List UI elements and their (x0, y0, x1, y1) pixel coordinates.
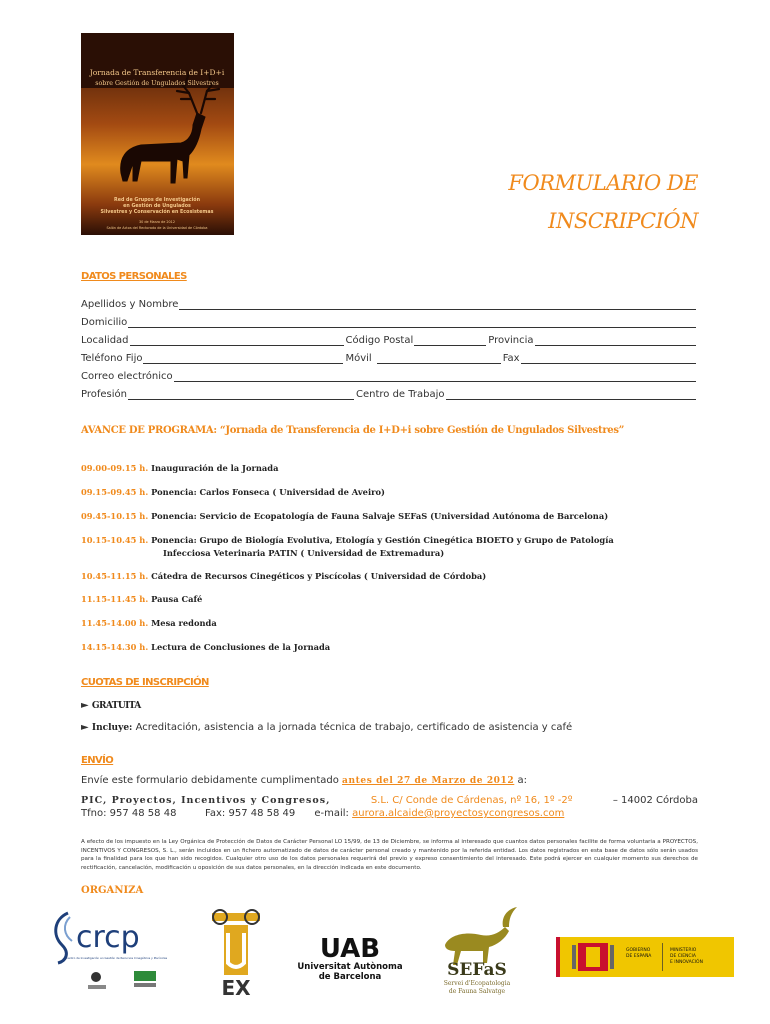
program-item (81, 462, 698, 475)
company-fax: Fax: 957 48 58 49 (205, 808, 296, 819)
send-address (81, 795, 698, 806)
fees-heading: CUOTAS DE INSCRIPCIÓN (81, 677, 209, 688)
gov-line1: GOBIERNO (626, 948, 651, 953)
localidad-label: Localidad (81, 335, 129, 346)
program-item (81, 617, 698, 630)
fee-includes-label: Incluye: (91, 723, 133, 733)
fax-field[interactable] (521, 351, 696, 364)
email-label: e-mail: (314, 808, 349, 819)
ministry-line2: DE CIENCIA (670, 954, 696, 959)
profesion-row (81, 383, 698, 400)
uab-logo-text: UAB (319, 934, 381, 964)
company-city: – 14002 Córdoba (612, 795, 698, 806)
sefas-logo-text: SEFaS (447, 960, 507, 980)
company-phone: Tfno: 957 48 58 48 (81, 808, 177, 819)
bullet-arrow-icon: ► (81, 700, 89, 711)
program-time: 09.00-09.15 h. (81, 463, 149, 473)
codigo-postal-label: Código Postal (345, 335, 414, 346)
program-item (81, 510, 698, 523)
gov-line2: DE ESPAÑA (626, 954, 652, 959)
centro-field[interactable] (446, 387, 697, 400)
program-time: 14.15-14.30 h. (81, 642, 149, 652)
email-link[interactable]: aurora.alcaide@proyectosycongresos.com (352, 808, 565, 819)
send-heading: ENVÍO (81, 755, 114, 766)
poster-date: 30 de Marzo de 2012 (139, 220, 175, 224)
send-text-after: a: (514, 775, 527, 786)
domicilio-label: Domicilio (81, 317, 128, 328)
apellidos-row (81, 293, 698, 310)
provincia-label: Provincia (488, 335, 534, 346)
legal-notice: A efecto de los impuesto en la Ley Orgánica de Protección de Datos de Carácter Personal LO 15/99, de 13 de Diciembre, se informa al interesado que cuantos datos personales facilite de forma voluntaria a PROYECTOS, INCENTIVOS Y CONGRESOS, S. L., serán incluidos en un fichero automatizado de datos de carácter personal creado y mantenido por la referida entidad. Los datos registrados en esta base de datos sólo serán usados para la finalidad para los que han sido recogidos. Cualquier otro uso de los datos personales requerirá del previo y expreso consentimiento del interesado. Este podrá ejercer en cualquier momento sus derechos de rectificación, cancelación, modificación u oposición de sus datos personales, en la dirección indicada en este documento. (81, 839, 698, 871)
program-text: Ponencia: Servicio de Ecopatología de Fauna Salvaje SEFaS (Universidad Autónoma de Barcelona) (151, 511, 609, 521)
sefas-logo-line2: de Fauna Salvatge (448, 988, 506, 995)
bullet-arrow-icon: ► (81, 722, 89, 733)
program-text: Cátedra de Recursos Cinegéticos y Piscícolas ( Universidad de Córdoba) (151, 571, 487, 581)
telefono-row (81, 347, 698, 364)
form-title-line1: FORMULARIO DE (508, 171, 698, 195)
poster-red-line2: en Gestión de Ungulados (123, 204, 191, 209)
send-contact (81, 808, 564, 819)
fee-free-label: GRATUITA (91, 701, 141, 711)
ministry-line1: MINISTERIO (670, 948, 697, 953)
program-time: 11.45-14.00 h. (81, 618, 149, 628)
program-time: 11.15-11.45 h. (81, 594, 149, 604)
program-text: Pausa Café (151, 594, 203, 604)
crcp-logo-subtitle: Centro de Investigación en Gestión de Recursos Cinegéticos y Piscícolas (66, 956, 168, 960)
profesion-label: Profesión (81, 389, 127, 400)
provincia-field[interactable] (535, 333, 696, 346)
domicilio-field[interactable] (128, 315, 696, 328)
fax-label: Fax (502, 353, 520, 364)
domicilio-row (81, 311, 698, 328)
organizers-heading: ORGANIZA (81, 885, 144, 896)
program-item (81, 486, 698, 499)
coat-of-arms-icon (572, 943, 614, 971)
uab-logo-line1: Universitat Autònoma (297, 962, 403, 972)
form-title (380, 164, 698, 240)
send-text-before: Envíe este formulario debidamente cumplimentado (81, 775, 343, 786)
program-item (81, 534, 698, 560)
correo-field[interactable] (174, 369, 696, 382)
sefas-logo (425, 905, 530, 997)
crcp-logo (48, 905, 183, 997)
fee-includes-row (81, 722, 572, 733)
program-item (81, 570, 698, 583)
uab-logo-line2: de Barcelona (318, 972, 382, 982)
correo-label: Correo electrónico (81, 371, 173, 382)
localidad-field[interactable] (130, 333, 344, 346)
ibex-icon (445, 907, 517, 965)
fee-free-row (81, 700, 141, 711)
ministry-line3: E INNOVACIÓN (670, 960, 703, 965)
company-street: S.L. C/ Conde de Cárdenas, nº 16, 1º -2º (370, 795, 573, 806)
regional-government-icon (134, 971, 156, 987)
poster-title-line2: sobre Gestión de Ungulados Silvestres (95, 80, 219, 87)
program-text: Lectura de Conclusiones de la Jornada (151, 642, 331, 652)
program-time: 10.15-10.45 h. (81, 535, 149, 545)
company-name: PIC, Proyectos, Incentivos y Congresos, (81, 795, 331, 806)
program-text: Inauguración de la Jornada (151, 463, 279, 473)
poster-place: Salón de Actos del Rectorado de la Universidad de Córdoba (106, 226, 208, 230)
program-time: 10.45-11.15 h. (81, 571, 149, 581)
apellidos-label: Apellidos y Nombre (81, 299, 179, 310)
uex-logo-text: EX (221, 976, 251, 997)
sefas-logo-line1: Servei d'Ecopatologia (443, 980, 511, 987)
program-time: 09.45-10.15 h. (81, 511, 149, 521)
program-item (81, 593, 698, 606)
poster-red-line3: Silvestres y Conservación en Ecosistemas (100, 210, 214, 215)
poster-title-line1: Jornada de Transferencia de I+D+i (89, 68, 225, 77)
localidad-row (81, 329, 698, 346)
ministry-logo (556, 905, 734, 997)
personal-data-heading: DATOS PERSONALES (81, 271, 187, 282)
program-time: 09.15-09.45 h. (81, 487, 149, 497)
program-text: Ponencia: Carlos Fonseca ( Universidad de Aveiro) (151, 487, 385, 497)
correo-row (81, 365, 698, 382)
program-text: Mesa redonda (151, 618, 217, 628)
telefono-label: Teléfono Fijo (81, 353, 143, 364)
uex-logo (208, 905, 264, 997)
send-instructions (81, 775, 527, 786)
fee-includes-text: Acreditación, asistencia a la jornada técnica de trabajo, certificado de asistencia y café (135, 722, 573, 733)
send-deadline: antes del 27 de Marzo de 2012 (342, 776, 515, 786)
codigo-postal-field[interactable] (414, 333, 486, 346)
event-poster (81, 33, 234, 235)
apellidos-field[interactable] (179, 297, 696, 310)
movil-label: Móvil (345, 353, 372, 364)
movil-field[interactable] (377, 351, 501, 364)
form-title-line2: INSCRIPCIÓN (548, 209, 698, 233)
centro-label: Centro de Trabajo (355, 389, 445, 400)
program-text: Ponencia: Grupo de Biología Evolutiva, Etología y Gestión Cinegética BIOETO y Grupo de Patología (151, 535, 614, 545)
poster-red-line1: Red de Grupos de Investigación (114, 198, 200, 203)
program-item (81, 641, 698, 654)
telefono-field[interactable] (143, 351, 343, 364)
profesion-field[interactable] (128, 387, 354, 400)
crcp-logo-text: crcp (76, 920, 140, 955)
program-heading: AVANCE DE PROGRAMA: “Jornada de Transferencia de I+D+i sobre Gestión de Ungulados Silvestres” (81, 425, 625, 436)
uab-logo (295, 905, 405, 997)
program-text-continued: Infecciosa Veterinaria PATIN ( Universidad de Extremadura) (163, 548, 445, 558)
